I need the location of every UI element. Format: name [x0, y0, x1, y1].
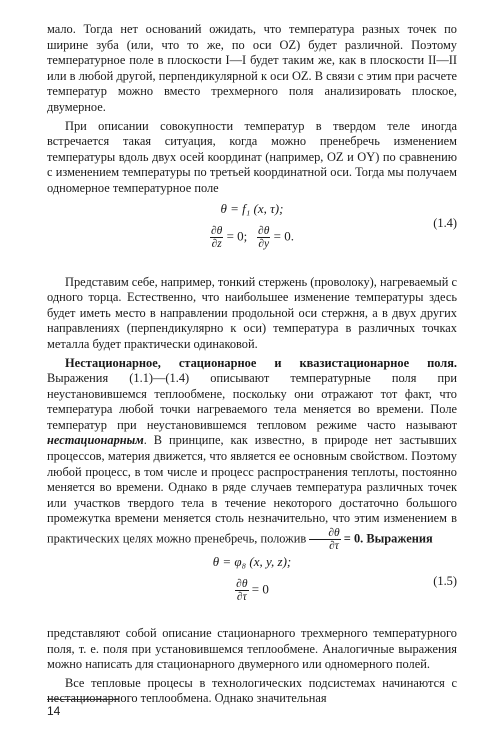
partial-derivative-y: $\frac{\partial\theta}{\partial y}$: [258, 224, 270, 250]
equation-1-5: [47, 554, 457, 620]
equation-1-4-line-1: θ = f₁ (x, τ);: [220, 200, 284, 216]
equation-1-4: [47, 199, 457, 269]
paragraph-6: Все тепловые процесы в технологических подсистемах начинаются с нестационарного теплообмена. Однако значительная: [47, 675, 457, 706]
page-body: [47, 22, 457, 707]
partial-derivative-time-inline: $\frac{\partial\theta}{\partial\tau}$: [309, 527, 340, 552]
key-term: нестационарным: [47, 433, 144, 448]
equation-number-1-5: (1.5): [433, 574, 457, 589]
equation-number-1-4: (1.4): [433, 215, 457, 230]
paragraph-3: Представим себе, например, тонкий стержень (проволоку), нагреваемый с одного торца. Естественно, что наибольшее изменение температуры здесь будет иметь место в направлении продольной оси стержня, а в двух других направлениях (перпендикулярно к оси) температура в различных точках металла будет практически одинаковой.: [47, 274, 457, 351]
paragraph-1: мало. Тогда нет оснований ожидать, что температура разных точек по ширине зуба (или, что то же, по оси OZ) будет различной. Поэтому температурное поле в плоскости I—I будет таким же, как в плоскости II—II или в любой другой, перпендикулярной к оси OZ. В связи с этим при расчете температур можно вместо трехмерного поля анализировать плоское, двумерное.: [47, 22, 457, 114]
equation-1-4-line-2: $\frac{\partial\theta}{\partial z}$ = 0; $\frac{\partial\theta}{\partial y}$ = 0.: [211, 224, 294, 250]
footer-rule: [47, 699, 119, 700]
section-heading: Нестационарное, стационарное и квазистационарное поля.: [65, 355, 457, 370]
paragraph-4: Нестационарное, стационарное и квазистационарное поля. Выражения (1.1)—(1.4) описывают температурные поля при неустановившемся теплообмене, поскольку они отражают тот факт, что температура любой точки нагреваемого тела меняется во времени. Поле температур при неустановившемся тепловом режиме часто называют нестационарным. В принципе, как известно, в природе нет застывших процессов, материя движется, что является ее основным свойством. Поэтому любой процесс, в том числе и процесс распространения теплоты, постоянно меняется во времени. Однако в ряде случаев температура различных точек или участков твердого тела в течение некоторого достаточно большого промежутка времени меняется столь незначительно, что этим изменением в практических целях можно пренебречь, положив $\frac{\partial\theta}{\partial\tau}$ = 0. Выражения: [47, 355, 457, 553]
equation-1-5-line-1: θ = φ₈ (x, y, z);: [212, 554, 292, 570]
partial-derivative-time: $\frac{\partial\theta}{\partial\tau}$: [236, 578, 248, 604]
page-number: 14: [47, 704, 61, 718]
paragraph-2: При описании совокупности температур в твердом теле иногда встречается такая ситуация, когда можно пренебречь изменением температуры вдоль двух осей координат (например, OZ и OY) по сравнению с изменением температуры по третьей координатной оси. Тогда мы получаем одномерное температурное поле: [47, 118, 457, 195]
partial-derivative-z: $\frac{\partial\theta}{\partial z}$: [211, 224, 223, 250]
paragraph-5: представляют собой описание стационарного трехмерного температурного поля, т. е. поля при установившемся теплообмене. Аналогичные выражения можно написать для стационарного двумерного или одномерного полей.: [47, 626, 457, 672]
equation-1-5-line-2: $\frac{\partial\theta}{\partial\tau}$ = 0: [236, 578, 269, 604]
